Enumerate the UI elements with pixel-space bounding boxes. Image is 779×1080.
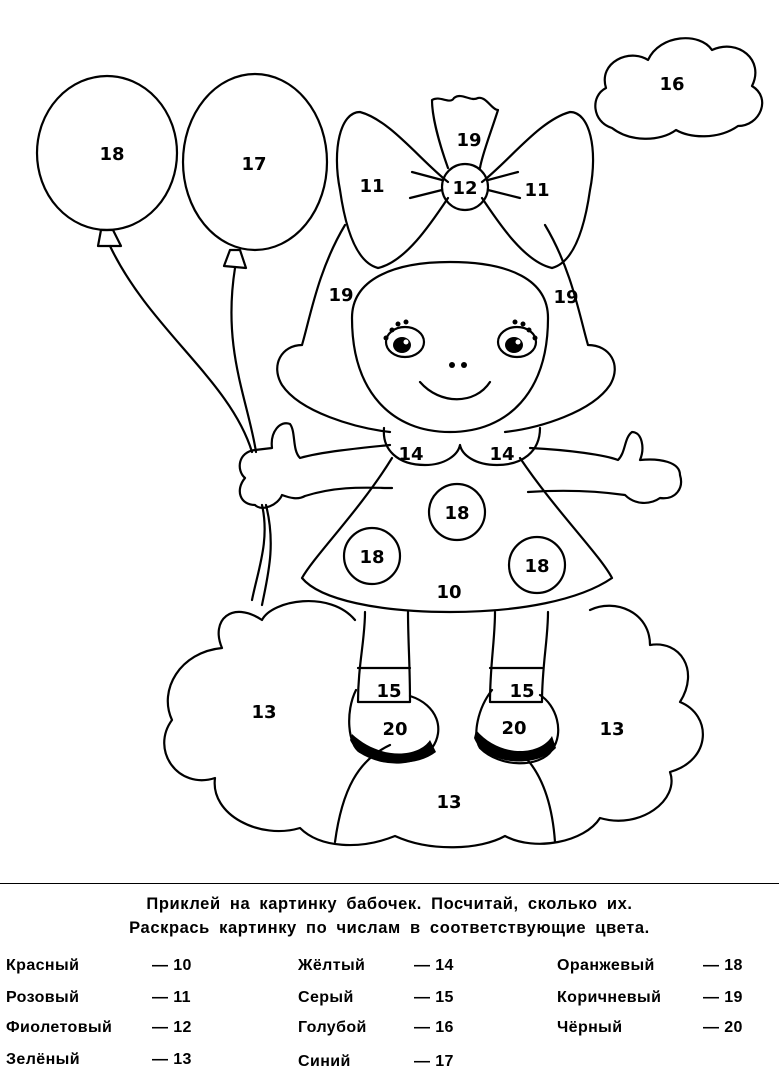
shoe-left-number: 20 (382, 719, 408, 740)
legend-color-number: — 12 (152, 1019, 192, 1036)
legend-color-name: Голубой (298, 1019, 367, 1036)
legend-color-number: — 14 (414, 957, 454, 974)
balloon-right-number: 17 (241, 154, 267, 175)
cloud-number: 16 (659, 74, 685, 95)
grass-right-number: 13 (599, 719, 625, 740)
legend-color-number: — 17 (414, 1053, 454, 1070)
legend-color-name: Оранжевый (557, 957, 655, 974)
balloon-left-number: 18 (99, 144, 125, 165)
bow-left-number: 11 (359, 176, 385, 197)
arm-left (240, 423, 392, 508)
hair (277, 225, 615, 432)
divider-line (0, 883, 779, 884)
collar-right-number: 14 (489, 444, 515, 465)
instruction-line-1: Приклей на картинку бабочек. Посчитай, сколько их. (146, 895, 633, 913)
legend-color-number: — 20 (703, 1019, 743, 1036)
bow-left-wing (337, 112, 448, 268)
hair-left-number: 19 (328, 285, 354, 306)
arm-right (528, 432, 681, 503)
dress-number: 10 (436, 582, 462, 603)
legend-color-number: — 15 (414, 989, 454, 1006)
dot-right-number: 18 (524, 556, 550, 577)
legend-color-number: — 10 (152, 957, 192, 974)
instruction-line-2: Раскрась картинку по числам в соответствующие цвета. (129, 919, 650, 937)
legend-color-name: Чёрный (557, 1019, 623, 1036)
hair-right-number: 19 (553, 287, 579, 308)
legend-color-number: — 13 (152, 1051, 192, 1068)
legend-color-name: Розовый (6, 989, 80, 1006)
legend-color-name: Красный (6, 957, 80, 974)
dot-left-number: 18 (359, 547, 385, 568)
bow-center-number: 12 (452, 178, 478, 199)
legend-color-name: Серый (298, 989, 354, 1006)
sock-right-number: 15 (509, 681, 535, 702)
grass-bottom-number: 13 (436, 792, 462, 813)
legend-color-name: Фиолетовый (6, 1019, 113, 1036)
legend-color-name: Синий (298, 1053, 351, 1070)
legend-color-number: — 19 (703, 989, 743, 1006)
bow-top-number: 19 (456, 130, 482, 151)
shoe-right-number: 20 (501, 718, 527, 739)
grass-left-number: 13 (251, 702, 277, 723)
legend-color-number: — 18 (703, 957, 743, 974)
bow-right-number: 11 (524, 180, 550, 201)
collar-left-number: 14 (398, 444, 424, 465)
sock-left-number: 15 (376, 681, 402, 702)
legend-color-number: — 11 (152, 989, 191, 1006)
legend-color-number: — 16 (414, 1019, 454, 1036)
legend-color-name: Жёлтый (298, 957, 366, 974)
legend-color-name: Коричневый (557, 989, 662, 1006)
legend-color-name: Зелёный (6, 1051, 80, 1068)
dot-top-number: 18 (444, 503, 470, 524)
